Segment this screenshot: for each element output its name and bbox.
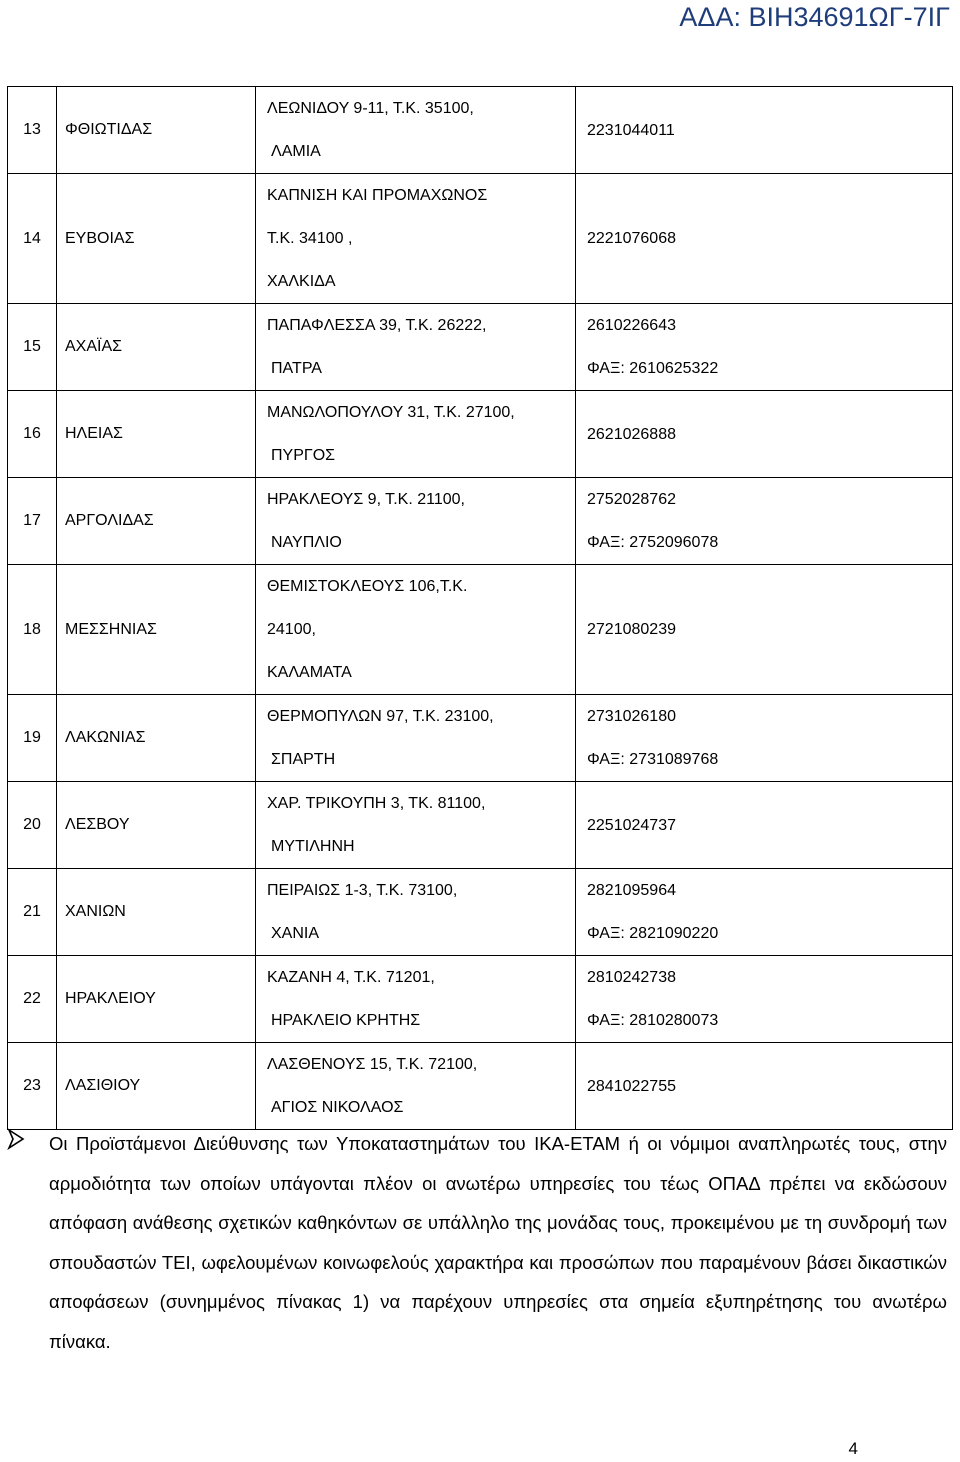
phone-cell [576,304,953,391]
address-line: ΠΥΡΓΟΣ [271,447,336,464]
table-row [8,869,953,956]
address-cell [256,869,576,956]
phone-cell [576,174,953,304]
table-body [8,87,953,1130]
address-cell [256,695,576,782]
table-row [8,391,953,478]
row-number: 20 [8,782,57,869]
address-cell [256,1043,576,1130]
row-number: 14 [8,174,57,304]
row-number: 21 [8,869,57,956]
address-line: ΗΡΑΚΛΕΟΥΣ 9, Τ.Κ. 21100, [267,491,465,508]
address-line: ΘΕΡΜΟΠΥΛΩΝ 97, Τ.Κ. 23100, [267,708,494,725]
document-code: ΑΔΑ: ΒΙΗ34691ΩΓ-7ΙΓ [679,2,950,32]
phone-number: 2752028762 [587,491,676,508]
address-line: ΛΑΣΘΕΝΟΥΣ 15, Τ.Κ. 72100, [267,1056,478,1073]
address-line: ΛΑΜΙΑ [271,143,321,160]
phone-number: 2810242738 [587,969,676,986]
address-line: ΑΓΙΟΣ ΝΙΚΟΛΑΟΣ [271,1099,404,1116]
table-row [8,174,953,304]
table-row [8,478,953,565]
region-name: ΛΕΣΒΟΥ [57,782,256,869]
fax-number: ΦΑΞ: 2731089768 [587,751,719,768]
table-row [8,565,953,695]
address-line: ΠΑΤΡΑ [271,360,322,377]
table-row [8,304,953,391]
address-line: 24100, [267,621,316,638]
phone-cell [576,1043,953,1130]
address-cell [256,478,576,565]
address-cell [256,304,576,391]
row-number: 15 [8,304,57,391]
address-cell [256,174,576,304]
phone-cell [576,869,953,956]
phone-number: 2821095964 [587,882,676,899]
address-line: ΧΑΛΚΙΔΑ [267,273,336,290]
row-number: 18 [8,565,57,695]
phone-number: 2231044011 [587,121,675,139]
region-name: ΧΑΝΙΩΝ [57,869,256,956]
address-line: ΚΑΠΝΙΣΗ ΚΑΙ ΠΡΟΜΑΧΩΝΟΣ [267,187,488,204]
address-line: ΧΑΡ. ΤΡΙΚΟΥΠΗ 3, ΤΚ. 81100, [267,795,486,812]
row-number: 13 [8,87,57,174]
address-line: ΚΑΖΑΝΗ 4, Τ.Κ. 71201, [267,969,435,986]
region-name: ΗΡΑΚΛΕΙΟΥ [57,956,256,1043]
address-line: ΜΑΝΩΛΟΠΟΥΛΟΥ 31, Τ.Κ. 27100, [267,404,515,421]
address-line: ΚΑΛΑΜΑΤΑ [267,664,352,681]
table-row [8,87,953,174]
address-line: ΠΑΠΑΦΛΕΣΣΑ 39, Τ.Κ. 26222, [267,317,487,334]
phone-number: 2621026888 [587,425,676,443]
row-number: 19 [8,695,57,782]
row-number: 22 [8,956,57,1043]
address-cell [256,782,576,869]
row-number: 23 [8,1043,57,1130]
region-name: ΑΡΓΟΛΙΔΑΣ [57,478,256,565]
fax-number: ΦΑΞ: 2610625322 [587,360,719,377]
phone-cell [576,391,953,478]
region-name: ΗΛΕΙΑΣ [57,391,256,478]
table-row [8,695,953,782]
phone-cell [576,87,953,174]
address-line: ΣΠΑΡΤΗ [271,751,336,768]
address-line: ΧΑΝΙΑ [271,925,320,942]
address-cell [256,956,576,1043]
table-row [8,1043,953,1130]
address-line: ΜΥΤΙΛΗΝΗ [271,838,355,855]
region-name: ΛΑΚΩΝΙΑΣ [57,695,256,782]
phone-number: 2610226643 [587,317,676,334]
fax-number: ΦΑΞ: 2810280073 [587,1012,719,1029]
address-line: ΗΡΑΚΛΕΙΟ ΚΡΗΤΗΣ [271,1012,421,1029]
address-line: ΠΕΙΡΑΙΩΣ 1-3, Τ.Κ. 73100, [267,882,458,899]
address-line: ΘΕΜΙΣΤΟΚΛΕΟΥΣ 106,Τ.Κ. [267,578,468,595]
phone-cell [576,565,953,695]
address-cell [256,391,576,478]
address-line: Τ.Κ. 34100 , [267,230,353,247]
row-number: 16 [8,391,57,478]
phone-number: 2731026180 [587,708,676,725]
address-cell [256,565,576,695]
region-name: ΑΧΑΪΑΣ [57,304,256,391]
phone-cell [576,478,953,565]
region-name: ΦΘΙΩΤΙΔΑΣ [57,87,256,174]
phone-cell [576,956,953,1043]
phone-cell [576,695,953,782]
phone-number: 2221076068 [587,230,676,247]
address-line: ΝΑΥΠΛΙΟ [271,534,342,551]
region-name: ΛΑΣΙΘΙΟΥ [57,1043,256,1130]
table-row [8,956,953,1043]
region-name: ΜΕΣΣΗΝΙΑΣ [57,565,256,695]
bullet-paragraph [7,1124,947,1361]
phone-cell [576,782,953,869]
arrow-bullet-icon [7,1124,33,1164]
table-row [8,782,953,869]
phone-number: 2721080239 [587,621,676,638]
address-cell [256,87,576,174]
address-line: ΛΕΩΝΙΔΟΥ 9-11, Τ.Κ. 35100, [267,100,474,117]
phone-number: 2251024737 [587,816,676,834]
row-number: 17 [8,478,57,565]
regional-offices-table [7,86,953,1130]
page-number: 4 [848,1439,858,1458]
region-name: ΕΥΒΟΙΑΣ [57,174,256,304]
bullet-text: Οι Προϊστάμενοι Διεύθυνσης των Υποκαταστημάτων του ΙΚΑ-ΕΤΑΜ ή οι νόμιμοι αναπληρωτές τους, στην αρμοδιότητα των οποίων υπάγονται πλέον οι ανωτέρω υπηρεσίες του τέως ΟΠΑΔ πρέπει να εκδώσουν απόφαση ανάθεσης σχετικών καθηκόντων σε υπάλληλο της μονάδας τους, προκειμένου με τη συνδρομή των σπουδαστών ΤΕΙ, ωφελουμένων κοινωφελούς χαρακτήρα και προσώπων που παραμένουν βάσει δικαστικών αποφάσεων (συνημμένος πίνακας 1) να παρέχουν υπηρεσίες στα σημεία εξυπηρέτησης του ανωτέρω πίνακα. [49,1133,947,1352]
phone-number: 2841022755 [587,1077,676,1095]
fax-number: ΦΑΞ: 2752096078 [587,534,719,551]
fax-number: ΦΑΞ: 2821090220 [587,925,719,942]
